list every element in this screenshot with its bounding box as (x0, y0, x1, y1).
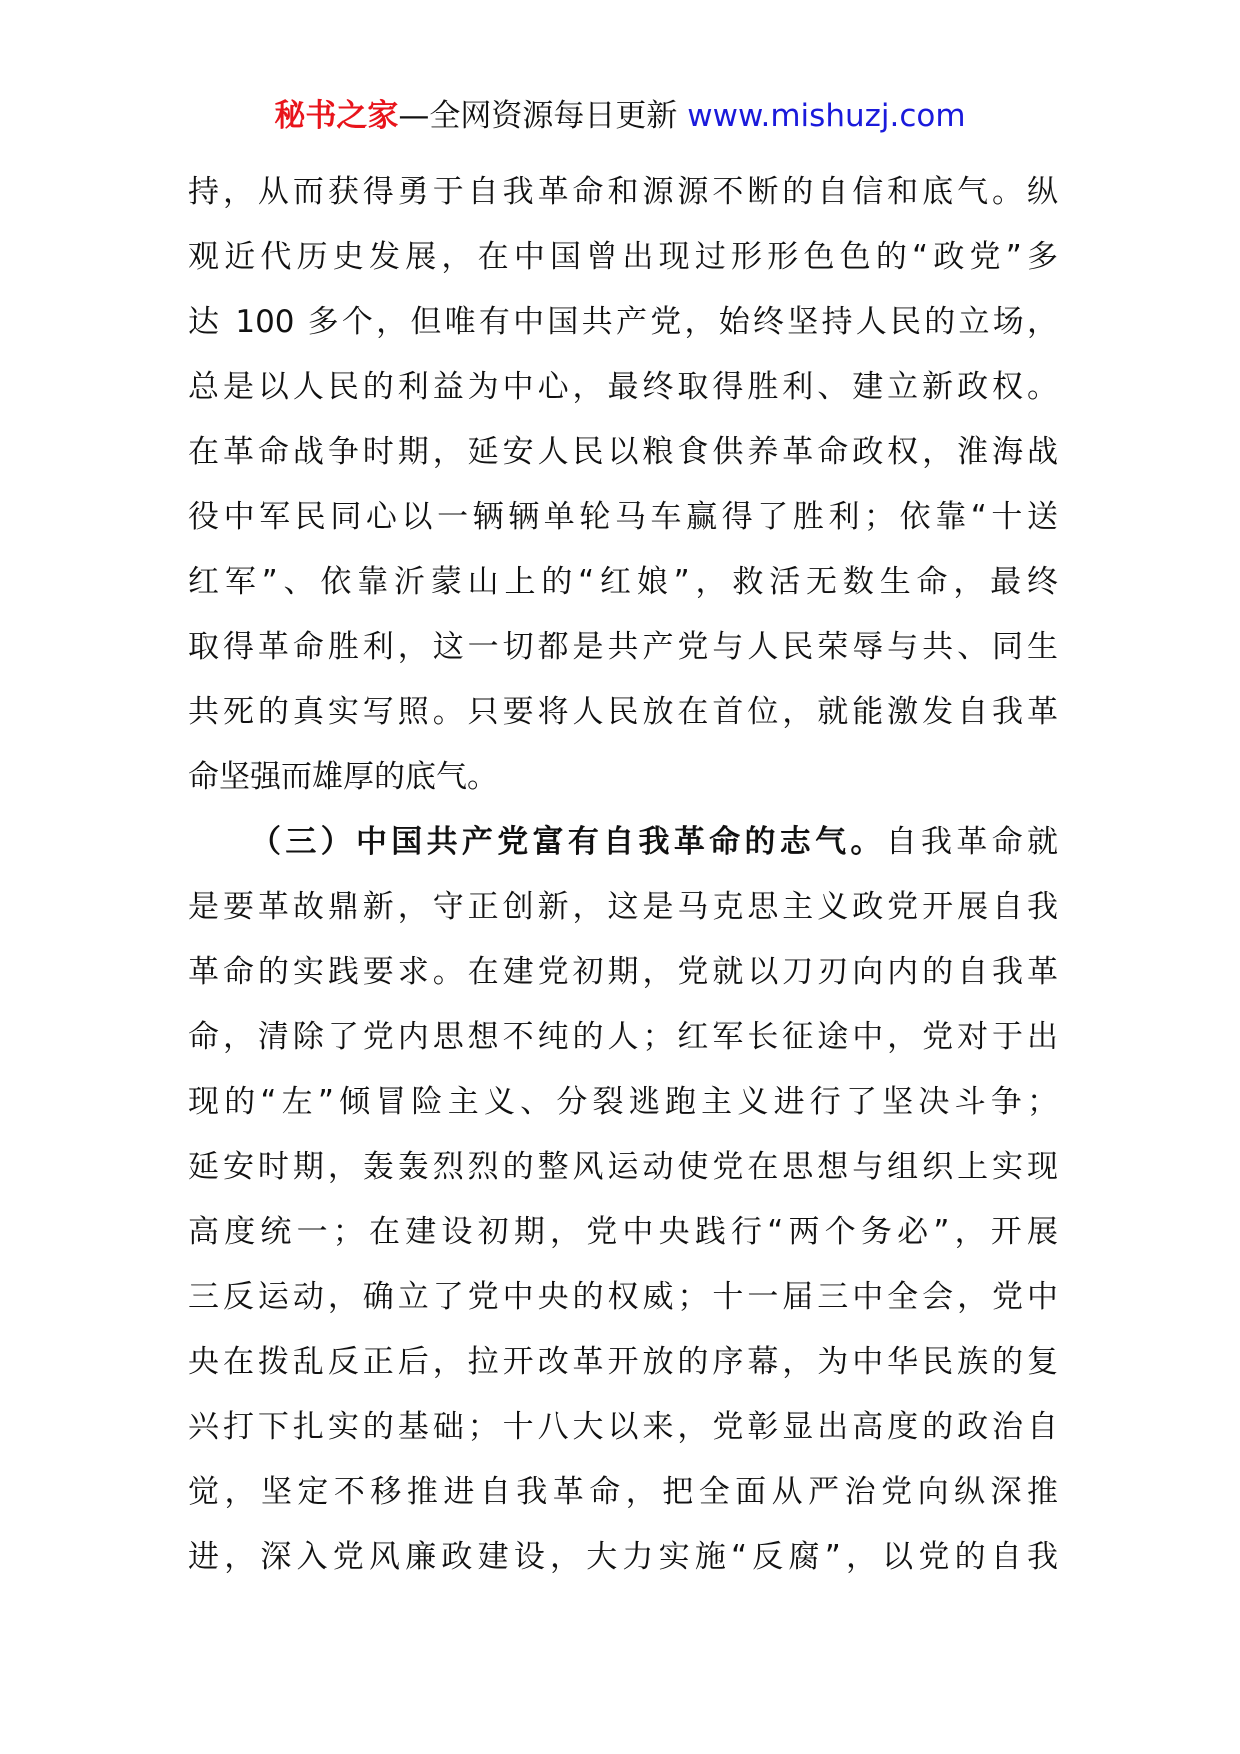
site-url-link[interactable]: www.mishuzj.com (687, 98, 966, 134)
text-line: 觉，坚定不移推进自我革命，把全面从严治党向纵深推 (188, 1474, 1058, 1510)
text-line: 共死的真实写照。只要将人民放在首位，就能激发自我革 (188, 694, 1058, 730)
text-line: 高度统一；在建设初期，党中央践行“两个务必”，开展 (188, 1214, 1058, 1250)
text-line: 命，清除了党内思想不纯的人；红军长征途中，党对于出 (188, 1019, 1058, 1055)
site-header (0, 96, 1240, 136)
text-line: 总是以人民的利益为中心，最终取得胜利、建立新政权。 (188, 369, 1058, 405)
section-heading-line (188, 810, 1058, 875)
document-body (188, 160, 1058, 1590)
text-line: 命坚强而雄厚的底气。 (188, 759, 498, 795)
text-line: 革命的实践要求。在建党初期，党就以刀刃向内的自我革 (188, 954, 1058, 990)
text-line: 红军”、依靠沂蒙山上的“红娘”，救活无数生命，最终 (188, 564, 1058, 600)
text-line: 现的“左”倾冒险主义、分裂逃跑主义进行了坚决斗争； (188, 1084, 1058, 1120)
text-line: 观近代历史发展，在中国曾出现过形形色色的“政党”多 (188, 239, 1058, 275)
text-line: 役中军民同心以一辆辆单轮马车赢得了胜利；依靠“十送 (188, 499, 1058, 535)
brand-name: 秘书之家 (274, 98, 399, 134)
text-line: 持，从而获得勇于自我革命和源源不断的自信和底气。纵 (188, 174, 1058, 210)
text-line: 达 100 多个，但唯有中国共产党，始终坚持人民的立场， (188, 304, 1058, 340)
text-line: 是要革故鼎新，守正创新，这是马克思主义政党开展自我 (188, 889, 1058, 925)
text-line: 兴打下扎实的基础；十八大以来，党彰显出高度的政治自 (188, 1409, 1058, 1445)
text-line: 三反运动，确立了党中央的权威；十一届三中全会，党中 (188, 1279, 1058, 1315)
section-heading-continuation: 自我革命就 (885, 824, 1058, 860)
text-line: 延安时期，轰轰烈烈的整风运动使党在思想与组织上实现 (188, 1149, 1058, 1185)
section-heading: （三）中国共产党富有自我革命的志气。 (250, 824, 886, 860)
text-line: 进，深入党风廉政建设，大力实施“反腐”，以党的自我 (188, 1539, 1058, 1575)
text-line: 取得革命胜利，这一切都是共产党与人民荣辱与共、同生 (188, 629, 1058, 665)
text-line: 在革命战争时期，延安人民以粮食供养革命政权，淮海战 (188, 434, 1058, 470)
text-line: 央在拨乱反正后，拉开改革开放的序幕，为中华民族的复 (188, 1344, 1058, 1380)
header-tagline: —全网资源每日更新 (398, 98, 688, 134)
